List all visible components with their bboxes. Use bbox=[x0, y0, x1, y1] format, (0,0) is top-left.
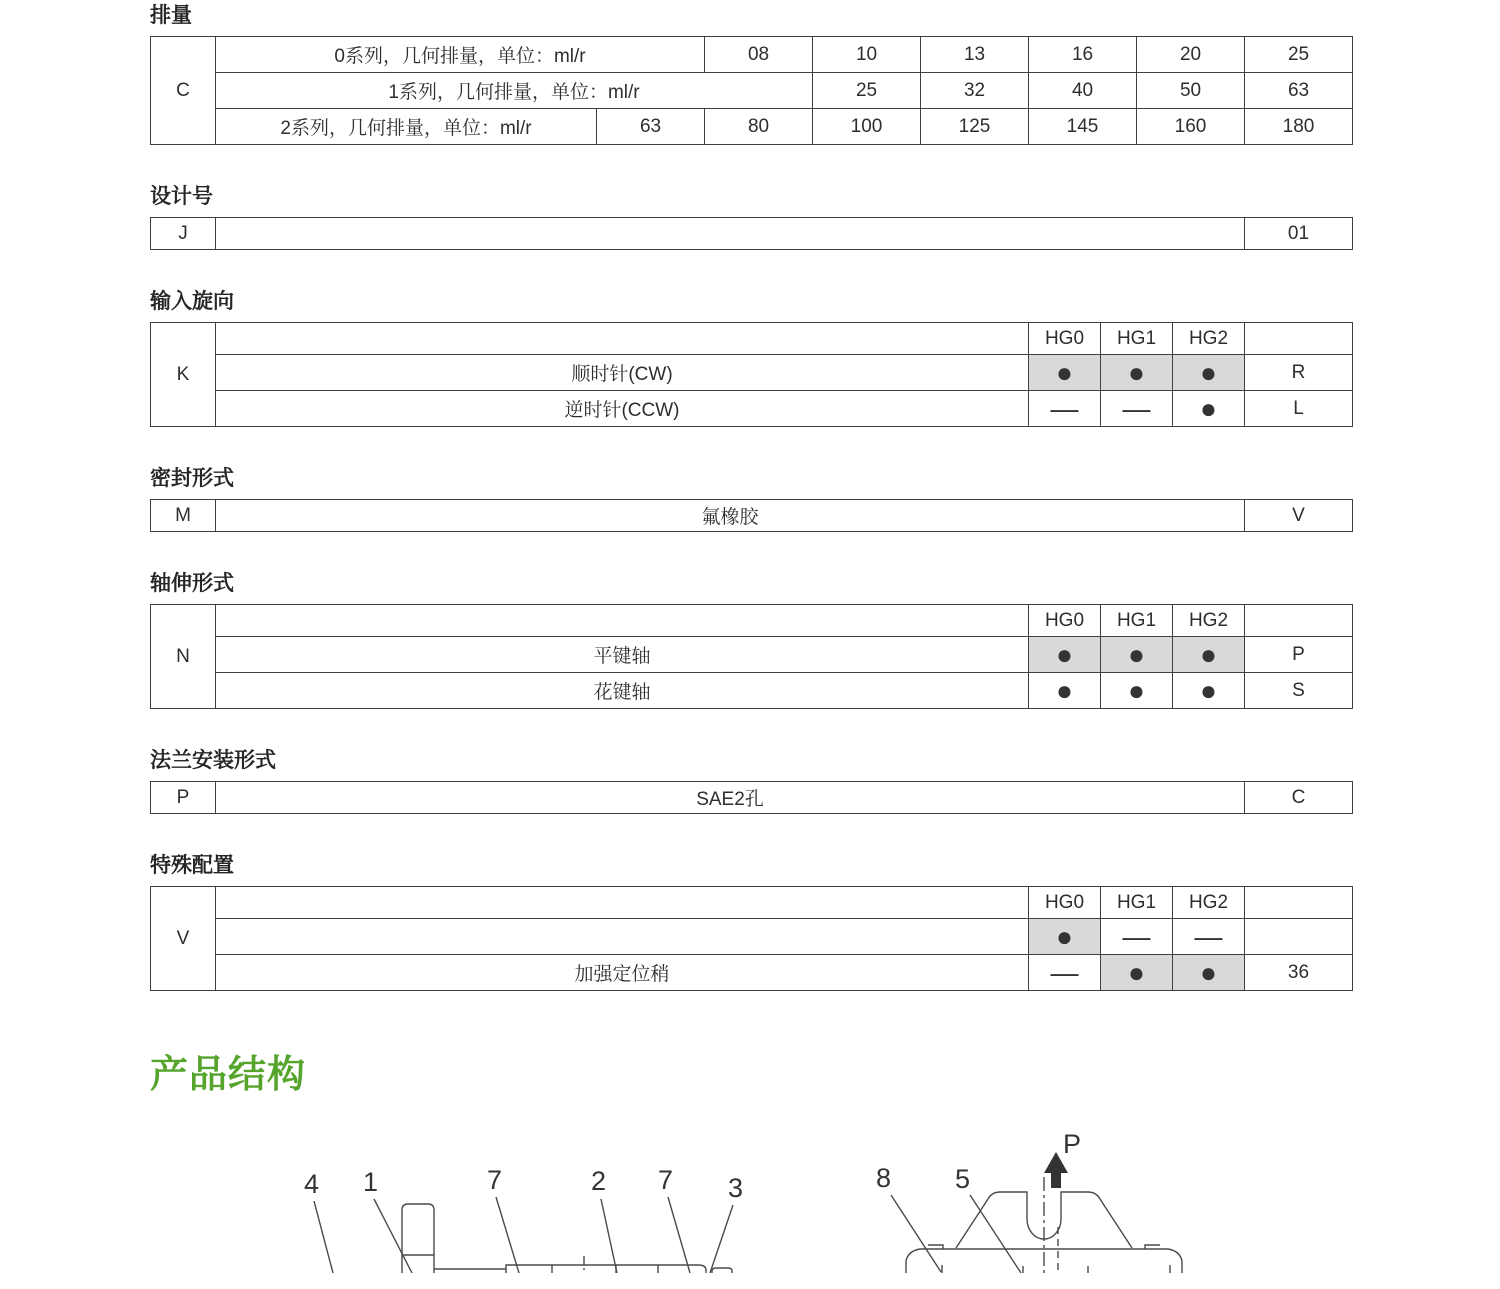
value-cell: 63 bbox=[597, 109, 705, 145]
row-label-cell bbox=[216, 919, 1029, 955]
callout-2: 2 bbox=[591, 1166, 607, 1196]
hg-header-cell: HG0 bbox=[1029, 605, 1101, 637]
row-label-cell: 2系列，几何排量，单位：ml/r bbox=[216, 109, 597, 145]
hg-header-cell: HG1 bbox=[1101, 887, 1173, 919]
rotation-table bbox=[150, 322, 1353, 427]
row-label-cell: 氟橡胶 bbox=[216, 500, 1245, 532]
right-section-outline bbox=[906, 1177, 1182, 1273]
matrix-cell: ● bbox=[1173, 673, 1245, 709]
shaft-table bbox=[150, 604, 1353, 709]
suffix-cell: S bbox=[1245, 673, 1353, 709]
row-label-cell: 1系列，几何排量，单位：ml/r bbox=[216, 73, 813, 109]
suffix-cell: R bbox=[1245, 355, 1353, 391]
blank-cell bbox=[1245, 887, 1353, 919]
value-cell: 10 bbox=[813, 37, 921, 73]
code-cell: M bbox=[151, 500, 216, 532]
callout-3: 3 bbox=[728, 1173, 744, 1203]
blank-cell bbox=[1245, 605, 1353, 637]
value-cell: 01 bbox=[1245, 218, 1353, 250]
value-cell: 145 bbox=[1029, 109, 1137, 145]
value-cell: 100 bbox=[813, 109, 921, 145]
seal-table bbox=[150, 499, 1353, 532]
row-label-cell: 顺时针(CW) bbox=[216, 355, 1029, 391]
left-section-outline bbox=[402, 1204, 732, 1273]
callout-8: 8 bbox=[876, 1163, 892, 1193]
matrix-cell: ● bbox=[1173, 637, 1245, 673]
heading-rotation: 输入旋向 bbox=[150, 290, 234, 313]
callout-7b: 7 bbox=[658, 1165, 674, 1195]
matrix-cell: — bbox=[1101, 391, 1173, 427]
flange-table bbox=[150, 781, 1353, 814]
matrix-cell: — bbox=[1029, 955, 1101, 991]
blank-cell bbox=[216, 323, 1029, 355]
value-cell: 32 bbox=[921, 73, 1029, 109]
matrix-cell: — bbox=[1029, 391, 1101, 427]
code-cell: N bbox=[151, 605, 216, 709]
matrix-cell: ● bbox=[1101, 673, 1173, 709]
value-cell: 13 bbox=[921, 37, 1029, 73]
value-cell: 20 bbox=[1137, 37, 1245, 73]
blank-cell bbox=[216, 218, 1245, 250]
code-cell: C bbox=[151, 37, 216, 145]
heading-shaft: 轴伸形式 bbox=[150, 572, 234, 595]
heading-design-no: 设计号 bbox=[150, 185, 213, 208]
design-no-table bbox=[150, 217, 1353, 250]
matrix-cell: ● bbox=[1173, 391, 1245, 427]
structure-drawing-svg bbox=[150, 1129, 1352, 1273]
row-label-cell: 逆时针(CCW) bbox=[216, 391, 1029, 427]
callout-7a: 7 bbox=[487, 1165, 503, 1195]
hg-header-cell: HG2 bbox=[1173, 323, 1245, 355]
leader-lines bbox=[314, 1195, 1021, 1273]
value-cell: 16 bbox=[1029, 37, 1137, 73]
value-cell: 63 bbox=[1245, 73, 1353, 109]
hg-header-cell: HG1 bbox=[1101, 323, 1173, 355]
matrix-cell: ● bbox=[1173, 955, 1245, 991]
hg-header-cell: HG1 bbox=[1101, 605, 1173, 637]
value-cell: 80 bbox=[705, 109, 813, 145]
hg-header-cell: HG0 bbox=[1029, 887, 1101, 919]
hg-header-cell: HG2 bbox=[1173, 605, 1245, 637]
product-structure-drawing bbox=[150, 1129, 1352, 1278]
row-label-cell: 0系列，几何排量，单位：ml/r bbox=[216, 37, 705, 73]
row-label-cell: 花键轴 bbox=[216, 673, 1029, 709]
suffix-cell bbox=[1245, 919, 1353, 955]
value-cell: 160 bbox=[1137, 109, 1245, 145]
value-cell: 50 bbox=[1137, 73, 1245, 109]
blank-cell bbox=[216, 605, 1029, 637]
hg-header-cell: HG0 bbox=[1029, 323, 1101, 355]
value-cell: 40 bbox=[1029, 73, 1137, 109]
displacement-table bbox=[150, 36, 1353, 145]
code-cell: K bbox=[151, 323, 216, 427]
code-cell: V bbox=[151, 887, 216, 991]
row-label-cell: SAE2孔 bbox=[216, 782, 1245, 814]
suffix-cell: L bbox=[1245, 391, 1353, 427]
row-label-cell: 加强定位稍 bbox=[216, 955, 1029, 991]
port-label-p: P bbox=[1063, 1129, 1082, 1159]
suffix-cell: P bbox=[1245, 637, 1353, 673]
matrix-cell: ● bbox=[1029, 637, 1101, 673]
callout-1: 1 bbox=[363, 1167, 379, 1197]
matrix-cell: ● bbox=[1101, 955, 1173, 991]
blank-cell bbox=[1245, 323, 1353, 355]
value-cell: 180 bbox=[1245, 109, 1353, 145]
heading-special: 特殊配置 bbox=[150, 854, 234, 877]
suffix-cell: 36 bbox=[1245, 955, 1353, 991]
heading-product-structure: 产品结构 bbox=[150, 1054, 307, 1096]
value-cell: 125 bbox=[921, 109, 1029, 145]
value-cell: 08 bbox=[705, 37, 813, 73]
matrix-cell: — bbox=[1173, 919, 1245, 955]
value-cell: C bbox=[1245, 782, 1353, 814]
row-label-cell: 平键轴 bbox=[216, 637, 1029, 673]
heading-seal: 密封形式 bbox=[150, 467, 234, 490]
code-cell: P bbox=[151, 782, 216, 814]
matrix-cell: ● bbox=[1173, 355, 1245, 391]
matrix-cell: — bbox=[1101, 919, 1173, 955]
value-cell: V bbox=[1245, 500, 1353, 532]
matrix-cell: ● bbox=[1029, 919, 1101, 955]
matrix-cell: ● bbox=[1101, 355, 1173, 391]
blank-cell bbox=[216, 887, 1029, 919]
matrix-cell: ● bbox=[1029, 673, 1101, 709]
code-cell: J bbox=[151, 218, 216, 250]
special-table bbox=[150, 886, 1353, 991]
callout-4: 4 bbox=[304, 1169, 320, 1199]
hg-header-cell: HG2 bbox=[1173, 887, 1245, 919]
matrix-cell: ● bbox=[1029, 355, 1101, 391]
value-cell: 25 bbox=[1245, 37, 1353, 73]
heading-flange: 法兰安装形式 bbox=[150, 749, 276, 772]
value-cell: 25 bbox=[813, 73, 921, 109]
matrix-cell: ● bbox=[1101, 637, 1173, 673]
callout-5: 5 bbox=[955, 1164, 971, 1194]
heading-displacement: 排量 bbox=[150, 4, 192, 27]
